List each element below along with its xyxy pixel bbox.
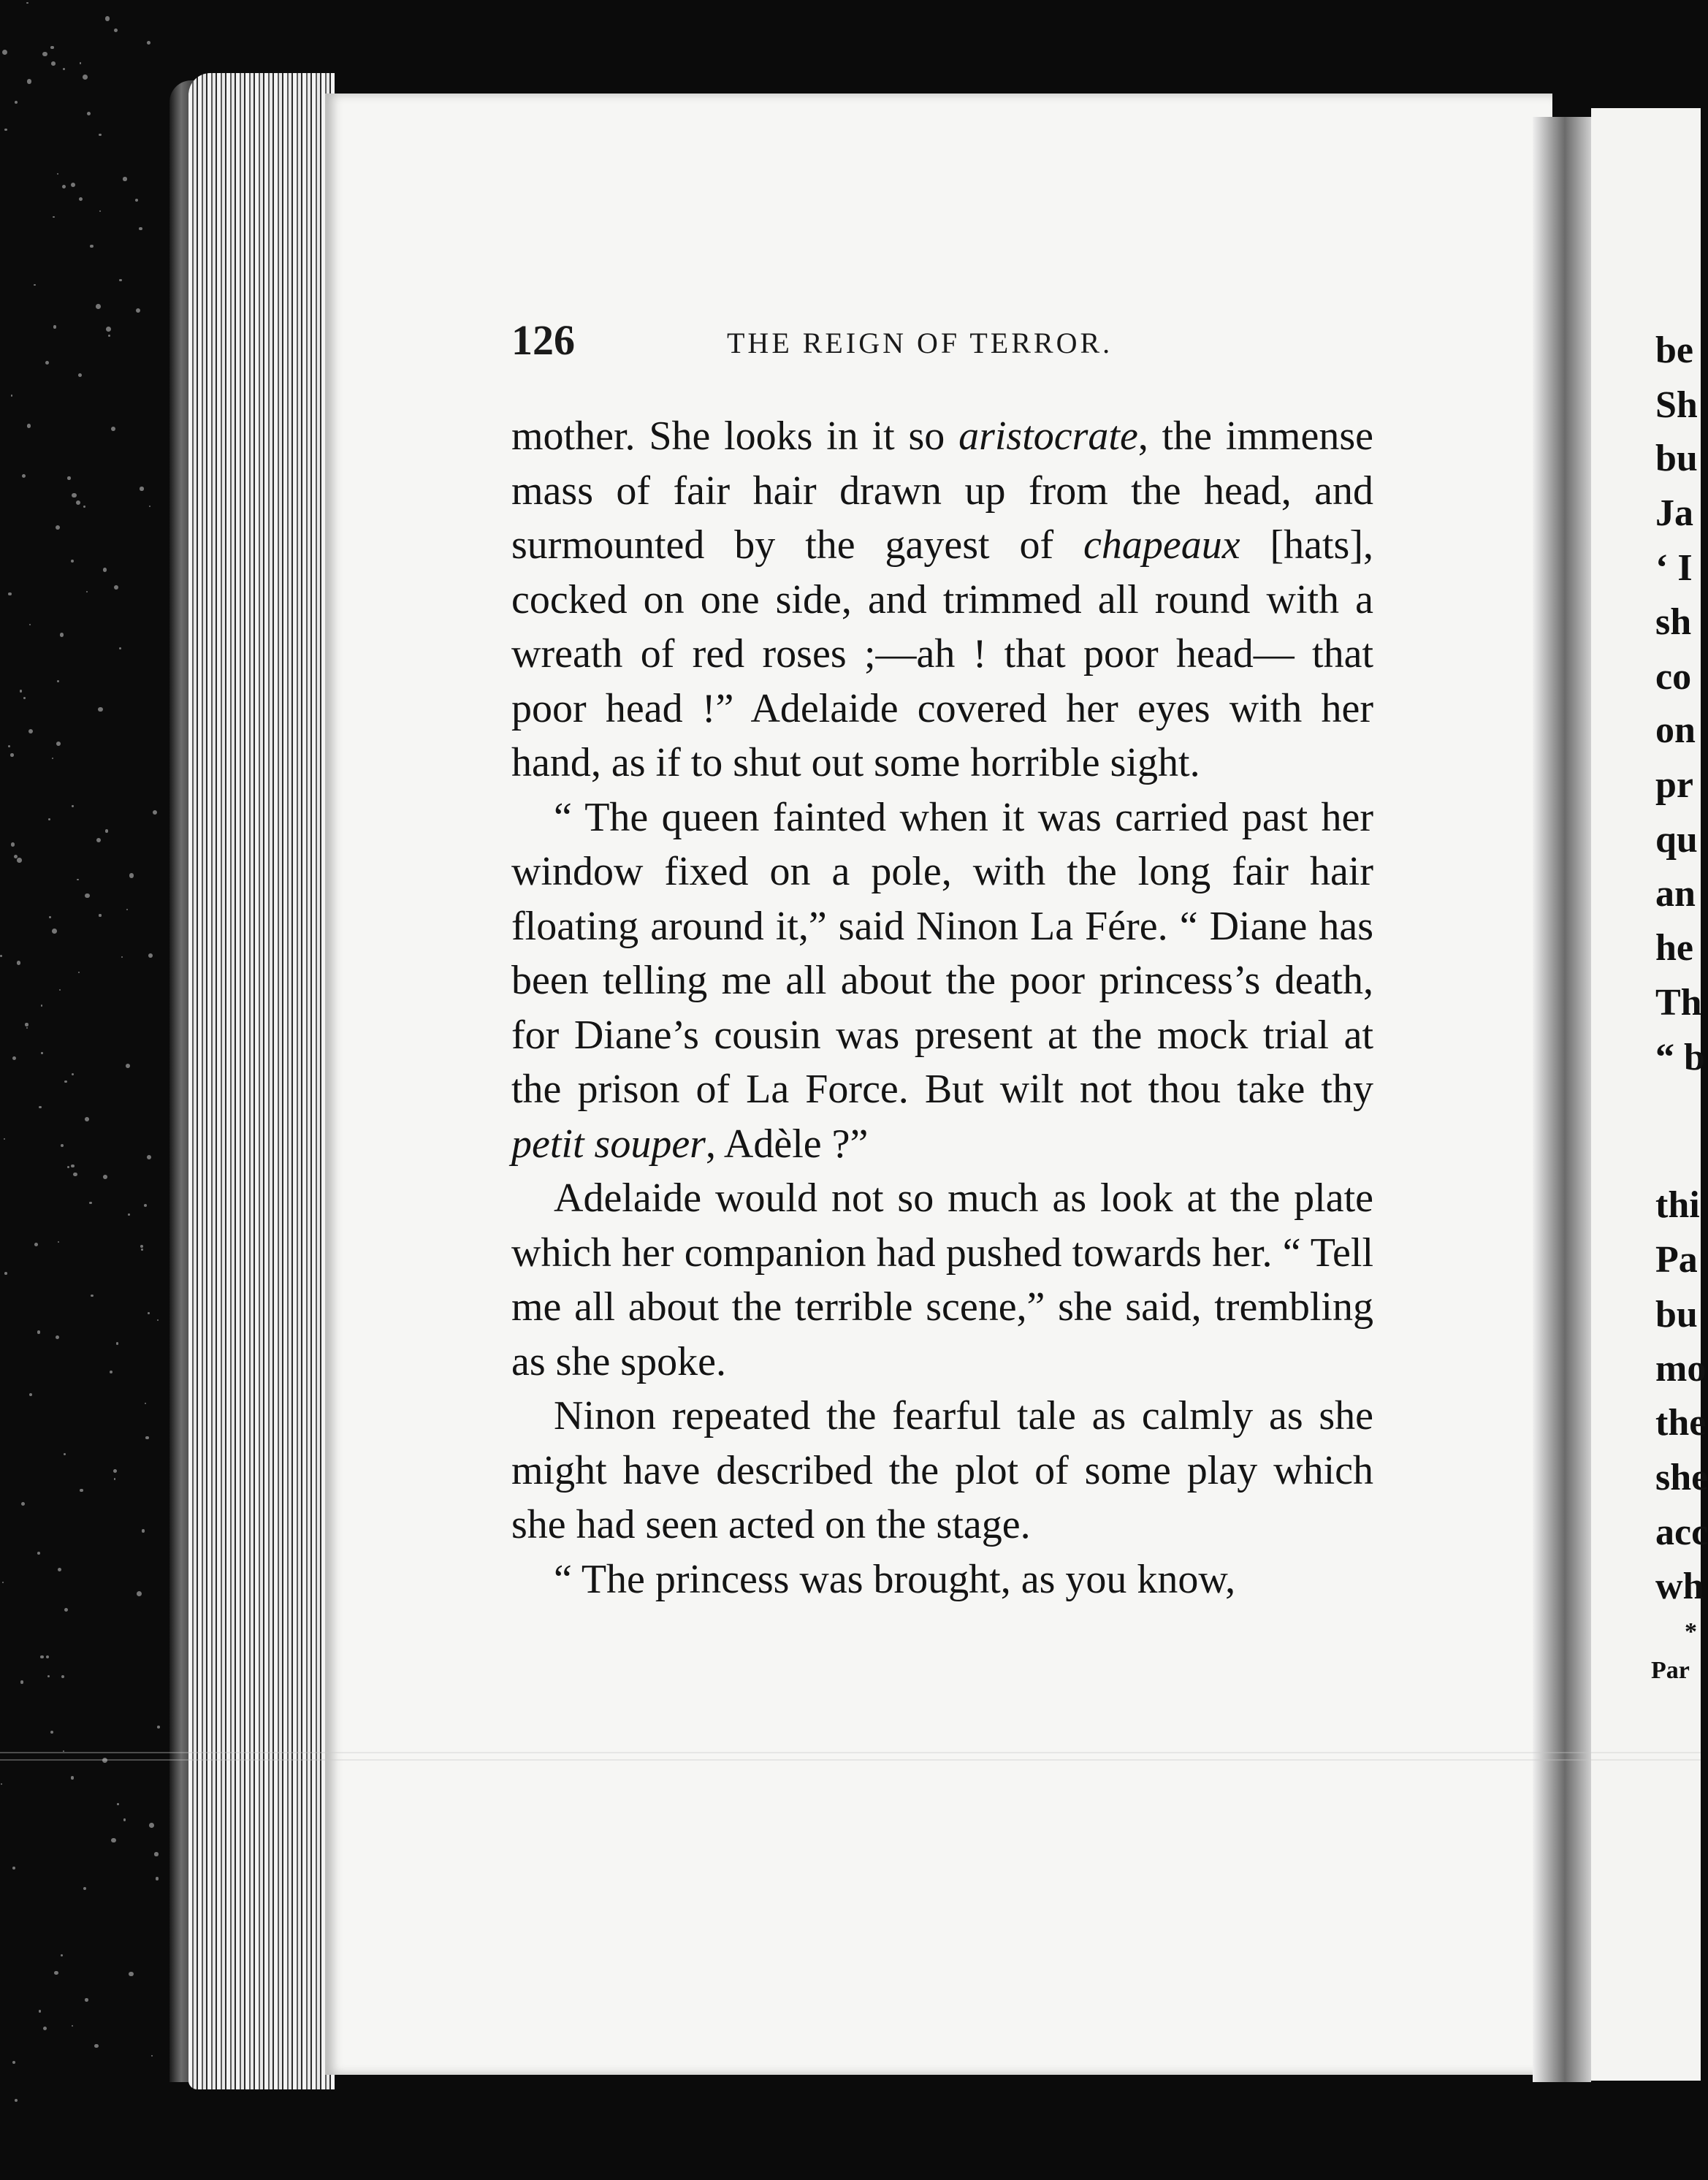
facing-page-fragment: he — [1655, 927, 1693, 969]
noise-speck — [96, 304, 101, 309]
noise-speck — [79, 197, 83, 201]
noise-speck — [41, 1052, 42, 1053]
facing-page-fragment: qu — [1655, 819, 1698, 861]
noise-speck — [53, 325, 57, 329]
noise-speck — [116, 1342, 118, 1344]
facing-page-fragment: Pa — [1655, 1239, 1698, 1281]
noise-speck — [117, 1803, 119, 1805]
noise-speck — [20, 690, 22, 692]
noise-speck — [1, 1783, 3, 1785]
noise-speck — [148, 953, 153, 958]
noise-speck — [39, 1106, 42, 1109]
noise-speck — [129, 873, 134, 878]
noise-speck — [23, 697, 26, 699]
noise-speck — [140, 487, 143, 490]
noise-speck — [102, 1758, 107, 1763]
facing-page-fragment: on — [1655, 709, 1696, 751]
noise-speck — [64, 1608, 68, 1612]
noise-speck — [62, 185, 66, 188]
noise-speck — [85, 1117, 89, 1121]
text-run: , Adèle ?” — [705, 1121, 869, 1167]
paragraph — [511, 1171, 1373, 1389]
noise-speck — [27, 424, 31, 427]
noise-speck — [43, 2027, 47, 2031]
noise-speck — [123, 177, 127, 181]
noise-speck — [20, 1680, 23, 1683]
noise-speck — [119, 647, 121, 649]
noise-speck — [47, 1675, 50, 1677]
page-stack-edge — [188, 73, 335, 2089]
noise-speck — [78, 373, 82, 377]
noise-speck — [123, 1818, 126, 1821]
noise-speck — [156, 1877, 159, 1880]
noise-speck — [12, 1867, 15, 1870]
facing-page-fragment: “ b — [1655, 1037, 1705, 1078]
noise-speck — [141, 1249, 142, 1250]
noise-speck — [99, 134, 102, 137]
noise-speck — [140, 1245, 143, 1248]
noise-speck — [58, 1241, 59, 1243]
noise-speck — [51, 61, 56, 66]
noise-speck — [147, 1155, 151, 1159]
paragraph — [511, 790, 1373, 1172]
noise-speck — [149, 1823, 154, 1828]
facing-page — [1591, 108, 1708, 2081]
noise-speck — [128, 1213, 130, 1216]
noise-speck — [78, 972, 80, 973]
text-run: Adelaide would not so much as look at the plate which her companion had pushed towards her. “ Tell me all about the terrible scene,” she said, trembling as she spoke. — [511, 1175, 1373, 1384]
noise-speck — [135, 199, 138, 202]
noise-speck — [91, 1295, 93, 1297]
noise-speck — [34, 284, 35, 286]
scan-artifact-line — [0, 1759, 1701, 1761]
noise-speck — [49, 916, 50, 918]
noise-speck — [71, 560, 74, 563]
noise-speck — [61, 1954, 63, 1956]
noise-speck — [137, 1591, 142, 1596]
noise-speck — [61, 1675, 64, 1678]
facing-page-fragment: Par — [1651, 1657, 1690, 1684]
noise-speck — [105, 829, 109, 833]
noise-speck — [57, 680, 59, 682]
noise-speck — [83, 506, 85, 507]
facing-page-fragment: an — [1655, 873, 1696, 915]
noise-speck — [15, 101, 18, 104]
noise-speck — [8, 592, 11, 595]
text-run: “ The princess was brought, as you know, — [554, 1556, 1236, 1602]
noise-speck — [52, 758, 53, 759]
noise-speck — [4, 1272, 7, 1275]
paragraph — [511, 1552, 1373, 1607]
noise-speck — [148, 1312, 150, 1314]
paragraph — [511, 409, 1373, 790]
facing-page-fragment: acc — [1655, 1512, 1708, 1553]
noise-speck — [83, 1887, 86, 1890]
noise-speck — [11, 395, 12, 396]
facing-page-fragment: be — [1655, 329, 1693, 371]
noise-speck — [99, 210, 101, 212]
noise-speck — [145, 1436, 148, 1439]
noise-speck — [67, 1166, 69, 1168]
paragraph — [511, 1389, 1373, 1552]
noise-speck — [0, 955, 2, 957]
noise-speck — [80, 1489, 83, 1492]
noise-speck — [11, 842, 15, 847]
noise-speck — [64, 1453, 66, 1455]
noise-speck — [17, 858, 22, 863]
noise-speck — [71, 183, 75, 187]
noise-speck — [22, 474, 26, 478]
noise-speck — [119, 279, 121, 281]
noise-speck — [45, 361, 49, 365]
noise-speck — [50, 46, 54, 50]
noise-speck — [10, 753, 13, 756]
noise-speck — [83, 75, 88, 80]
noise-speck — [77, 879, 79, 881]
facing-page-fragment: pr — [1655, 764, 1693, 806]
noise-speck — [8, 745, 10, 747]
noise-speck — [114, 585, 118, 590]
noise-speck — [29, 1393, 32, 1396]
noise-speck — [90, 245, 93, 248]
noise-speck — [114, 28, 118, 32]
noise-speck — [114, 1478, 116, 1480]
noise-speck — [26, 2, 28, 4]
facing-page-fragment: co — [1655, 656, 1692, 698]
noise-speck — [46, 1655, 49, 1658]
running-title: THE REIGN OF TERROR. — [727, 327, 1113, 359]
noise-speck — [26, 1027, 28, 1029]
text-run: mother. She looks in it so — [511, 413, 959, 459]
text-run: Ninon repeated the fearful tale as calmly as she might have described the plot of some play which she had seen acted on the stage. — [511, 1393, 1373, 1547]
italic-phrase: chapeaux — [1083, 522, 1240, 568]
noise-speck — [103, 1175, 107, 1179]
italic-phrase: petit souper — [511, 1121, 706, 1167]
noise-speck — [110, 1371, 113, 1373]
noise-speck — [85, 1998, 88, 2002]
noise-speck — [72, 2025, 74, 2027]
noise-speck — [73, 1173, 77, 1177]
noise-speck — [34, 1243, 38, 1246]
noise-speck — [61, 1144, 64, 1147]
noise-speck — [28, 729, 33, 733]
noise-speck — [145, 1403, 147, 1405]
noise-speck — [87, 112, 91, 115]
noise-speck — [89, 1202, 92, 1205]
italic-phrase: aristocrate — [958, 413, 1138, 459]
noise-speck — [2, 50, 7, 55]
noise-speck — [37, 1552, 40, 1555]
facing-page-fragment: ‘ I — [1655, 547, 1693, 589]
noise-speck — [94, 2044, 99, 2048]
noise-speck — [29, 624, 31, 625]
page-number: 126 — [511, 316, 575, 364]
noise-speck — [57, 173, 58, 175]
noise-speck — [126, 1064, 130, 1068]
noise-speck — [56, 525, 60, 530]
noise-speck — [72, 493, 77, 498]
noise-speck — [4, 1138, 5, 1140]
text-run: [hats], cocked on one side, and trimmed all round with a wreath of red roses ;—ah ! that poor head— that poor head !” Adelaide covered her eyes with her hand, as if to shut out some horrible sight. — [511, 522, 1373, 785]
facing-page-fragment: Ja — [1655, 492, 1693, 534]
noise-speck — [142, 1529, 145, 1532]
facing-page-fragment: thi — [1655, 1184, 1700, 1226]
noise-speck — [56, 1335, 59, 1339]
noise-speck — [58, 1568, 61, 1571]
noise-speck — [50, 1731, 53, 1734]
noise-speck — [72, 805, 73, 807]
noise-speck — [53, 216, 55, 218]
noise-speck — [60, 633, 64, 636]
text-run: , the immense mass of fair hair drawn up from the head, and surmounted by the gayest of — [511, 413, 1373, 568]
noise-speck — [21, 1502, 25, 1506]
noise-speck — [72, 1073, 74, 1075]
noise-speck — [105, 16, 110, 20]
noise-speck — [108, 335, 110, 337]
noise-speck — [12, 2061, 15, 2064]
facing-page-fragment: mo — [1655, 1348, 1707, 1390]
noise-speck — [12, 1056, 16, 1060]
noise-speck — [147, 41, 150, 45]
text-run: “ The queen fainted when it was carried past her window fixed on a pole, with the long fair hair floating around it,” said Ninon La Fére. “ Diane has been telling me all about the poor princess’s death, for Diane’s cousin was present at the mock trial at the prison of La Force. But wilt not thou take thy — [511, 794, 1373, 1112]
body-text — [511, 409, 1373, 1607]
noise-speck — [85, 893, 90, 899]
noise-speck — [98, 707, 103, 712]
noise-speck — [2, 1582, 4, 1584]
noise-speck — [111, 1838, 116, 1843]
noise-speck — [59, 989, 61, 991]
noise-speck — [157, 1319, 159, 1321]
facing-page-fragment: she — [1655, 1457, 1708, 1498]
noise-speck — [121, 956, 123, 958]
noise-speck — [80, 62, 81, 64]
noise-speck — [54, 1971, 58, 1975]
noise-speck — [144, 1204, 147, 1207]
noise-speck — [17, 961, 21, 965]
facing-page-fragment: bu — [1655, 1294, 1698, 1335]
facing-page-fragment: Sh — [1655, 384, 1698, 426]
noise-speck — [149, 506, 150, 507]
noise-speck — [86, 591, 88, 592]
noise-speck — [76, 500, 80, 505]
facing-page-fragment: sh — [1655, 601, 1692, 643]
noise-speck — [63, 68, 65, 70]
noise-speck — [25, 1023, 28, 1026]
noise-speck — [15, 2099, 18, 2102]
running-head — [511, 316, 1388, 367]
noise-speck — [106, 327, 111, 332]
noise-speck — [37, 1330, 40, 1333]
scan-artifact-line — [0, 1752, 1701, 1753]
noise-speck — [48, 818, 50, 820]
noise-speck — [153, 810, 157, 815]
noise-speck — [40, 1655, 43, 1658]
noise-speck — [52, 929, 57, 934]
noise-speck — [96, 838, 102, 843]
noise-speck — [39, 2010, 41, 2012]
noise-speck — [4, 129, 7, 132]
noise-speck — [139, 227, 142, 230]
noise-speck — [41, 1005, 43, 1007]
noise-speck — [67, 476, 70, 479]
noise-speck — [71, 1165, 74, 1167]
noise-speck — [56, 742, 61, 746]
facing-page-fragment: the — [1655, 1402, 1707, 1444]
noise-speck — [126, 909, 128, 910]
noise-speck — [27, 79, 31, 83]
noise-speck — [129, 1972, 134, 1977]
noise-speck — [113, 1469, 117, 1473]
noise-speck — [111, 427, 115, 431]
noise-speck — [42, 52, 47, 56]
facing-page-fragment: wh — [1655, 1566, 1704, 1607]
facing-page-fragment: Th — [1655, 982, 1702, 1024]
noise-speck — [64, 1081, 66, 1083]
facing-page-fragment: bu — [1655, 438, 1698, 479]
noise-speck — [151, 2055, 153, 2057]
noise-speck — [136, 308, 140, 313]
noise-speck — [154, 1852, 158, 1856]
facing-page-fragment: * — [1685, 1618, 1697, 1645]
book-gutter — [1533, 117, 1591, 2082]
noise-speck — [157, 1726, 160, 1729]
noise-speck — [103, 568, 107, 572]
noise-speck — [71, 1776, 74, 1779]
noise-speck — [99, 914, 101, 916]
